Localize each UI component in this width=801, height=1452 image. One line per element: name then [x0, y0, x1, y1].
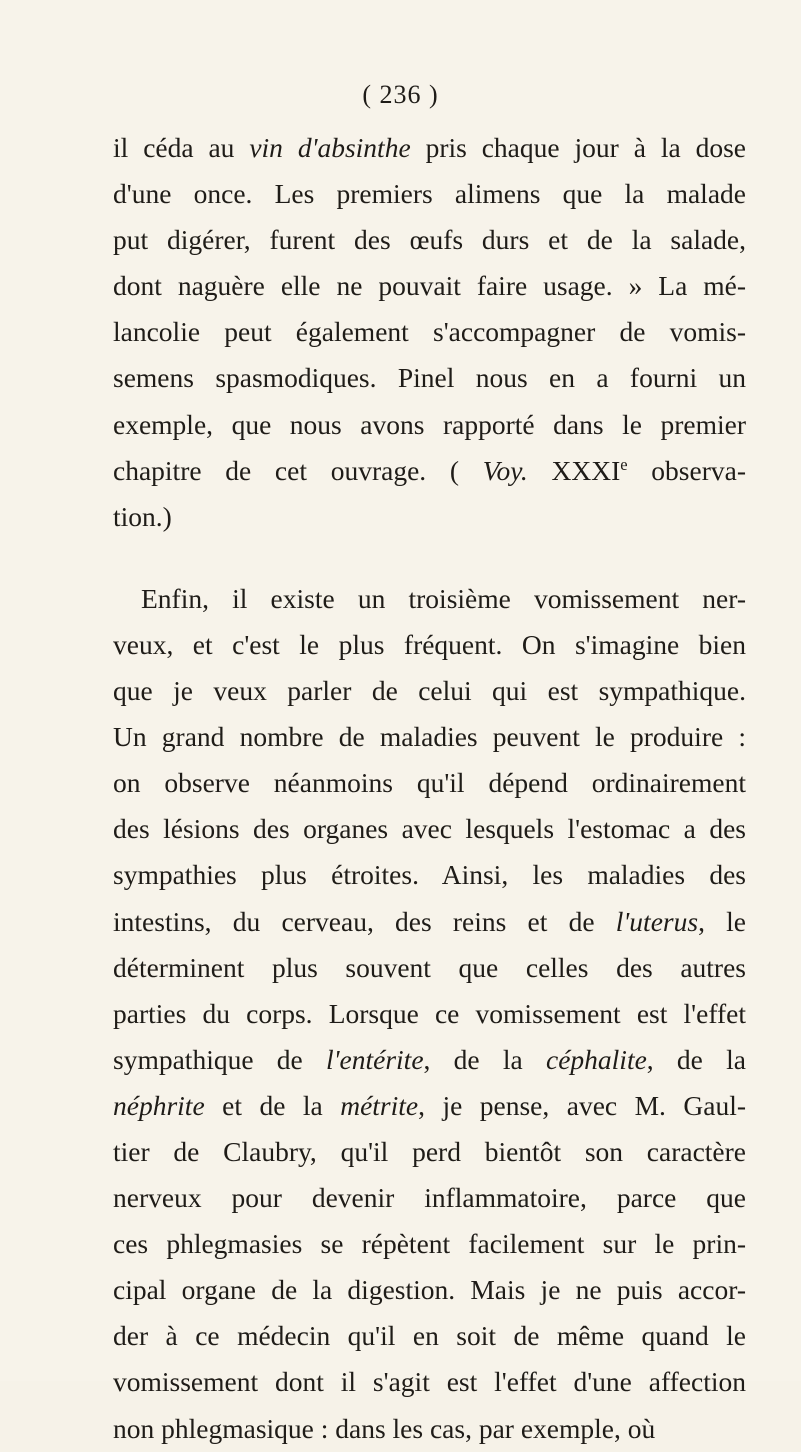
text-run: que je veux parler de celui qui est sympathique. — [113, 675, 746, 707]
text-run: et de la — [204, 1089, 341, 1121]
text-run: dont naguère elle ne pouvait faire usage. » La mé- — [113, 270, 746, 302]
text-line — [113, 945, 746, 991]
text-line — [113, 309, 746, 355]
text-run: Enfin, il existe un troisième vomissement ner- — [141, 582, 746, 614]
italic-run: Voy. — [482, 454, 528, 486]
text-line — [113, 991, 746, 1037]
text-line — [113, 1406, 746, 1452]
text-run: tion.) — [113, 500, 172, 532]
text-line — [113, 1313, 746, 1359]
text-run: chapitre de cet ouvrage. ( — [113, 454, 483, 486]
text-run: , le — [698, 905, 746, 937]
text-line — [113, 852, 746, 898]
text-run: vomissement dont il s'agit est l'effet d'une affection — [113, 1366, 746, 1398]
superscript: e — [620, 454, 628, 474]
text-run: der à ce médecin qu'il en soit de même quand le — [113, 1320, 746, 1352]
page-number: ( 236 ) — [362, 80, 439, 109]
italic-run: l'uterus — [615, 905, 699, 937]
text-run: on observe néanmoins qu'il dépend ordinairement — [113, 767, 746, 799]
text-run: Un grand nombre de maladies peuvent le produire : — [113, 721, 746, 753]
text-run: sympathique de — [113, 1043, 327, 1075]
text-run: des lésions des organes avec lesquels l'estomac a des — [113, 813, 746, 845]
text-line — [113, 402, 746, 448]
text-line — [113, 760, 746, 806]
italic-run: vin d'absinthe — [249, 132, 411, 163]
text-line — [113, 217, 746, 263]
text-line — [113, 899, 746, 945]
text-line — [113, 448, 746, 494]
text-line — [113, 714, 746, 760]
text-line — [113, 263, 746, 309]
text-run: lancolie peut également s'accompagner de vomis- — [113, 316, 746, 348]
italic-run: néphrite — [113, 1089, 205, 1121]
text-line — [113, 1267, 746, 1313]
text-line — [113, 668, 746, 714]
text-run: XXXI — [527, 454, 621, 486]
text-run: pris chaque jour à la dose — [410, 132, 746, 163]
italic-run: métrite — [340, 1089, 419, 1121]
text-line — [113, 1175, 746, 1221]
text-run: cipal organe de la digestion. Mais je ne puis accor- — [113, 1274, 746, 1306]
paragraph — [113, 576, 746, 1452]
text-run: nerveux pour devenir inflammatoire, parce que — [113, 1182, 746, 1214]
text-run: tier de Claubry, qu'il perd bientôt son caractère — [113, 1135, 746, 1167]
text-run: intestins, du cerveau, des reins et de — [113, 905, 616, 937]
italic-run: céphalite — [546, 1043, 647, 1075]
paragraph — [113, 125, 746, 540]
text-run: exemple, que nous avons rapporté dans le premier — [113, 408, 746, 440]
text-run: , je pense, avec M. Gaul- — [418, 1089, 746, 1121]
text-line — [113, 806, 746, 852]
text-line — [113, 125, 746, 171]
text-line — [113, 171, 746, 217]
text-run: veux, et c'est le plus fréquent. On s'imagine bien — [113, 628, 746, 660]
text-run: non phlegmasique : dans les cas, par exemple, où — [113, 1412, 656, 1444]
italic-run: l'entérite — [326, 1043, 424, 1075]
text-run: , de la — [423, 1043, 546, 1075]
text-run: il céda au — [113, 132, 250, 163]
text-line — [113, 1037, 746, 1083]
text-run: ces phlegmasies se répètent facilement sur le prin- — [113, 1228, 746, 1260]
text-run: put digérer, furent des œufs durs et de la salade, — [113, 224, 746, 256]
text-line — [113, 1359, 746, 1405]
text-line — [113, 355, 746, 401]
text-run: d'une once. Les premiers alimens que la malade — [113, 178, 746, 210]
text-line — [113, 1129, 746, 1175]
text-line — [113, 622, 746, 668]
text-run: parties du corps. Lorsque ce vomissement est l'effet — [113, 997, 746, 1029]
text-run: , de la — [646, 1043, 746, 1075]
text-run: semens spasmodiques. Pinel nous en a fourni un — [113, 362, 746, 394]
text-line — [113, 1083, 746, 1129]
text-line — [113, 576, 746, 622]
text-line — [113, 1221, 746, 1267]
body-text — [113, 125, 746, 1452]
paragraph-gap — [113, 540, 746, 576]
text-line — [113, 494, 746, 540]
text-run: observa- — [627, 454, 746, 486]
text-run: déterminent plus souvent que celles des autres — [113, 951, 746, 983]
text-run: sympathies plus étroites. Ainsi, les maladies des — [113, 859, 746, 891]
